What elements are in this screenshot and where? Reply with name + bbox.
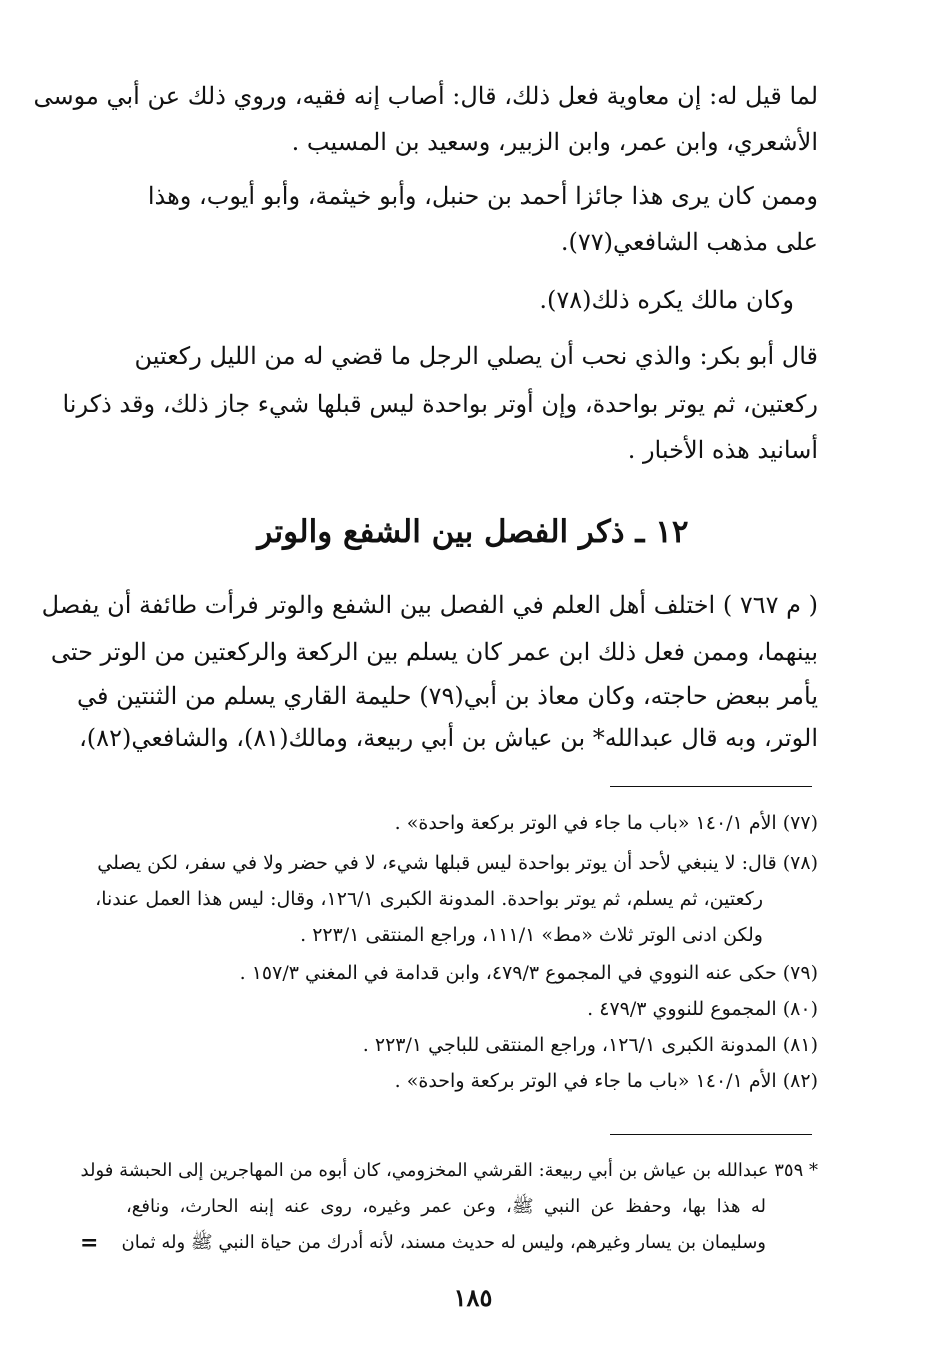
footnote-81: (٨١) المدونة الكبرى ١٢٦/١، وراجع المنتقى للباجي ٢٢٣/١ . — [362, 1034, 818, 1056]
paragraph-line: وكان مالك يكره ذلك(٧٨). — [539, 286, 794, 314]
footnote-78-line: (٧٨) قال: لا ينبغي لأحد أن يوتر بواحدة ليس قبلها شيء، لا في حضر ولا في سفر، لكن يصلي — [97, 852, 818, 874]
footnote-78-line: ولكن ادنى الوتر ثلاث «مط» ١١١/١، وراجع المنتقى ٢٢٣/١ . — [300, 924, 763, 946]
paragraph-line: قال أبو بكر: والذي نحب أن يصلي الرجل ما قضي له من الليل ركعتين — [134, 342, 818, 370]
paragraph-line: أسانيد هذه الأخبار . — [627, 436, 818, 464]
footnote-77: (٧٧) الأم ١٤٠/١ «باب ما جاء في الوتر بركعة واحدة» . — [394, 812, 818, 834]
footnote-78-line: ركعتين، ثم يسلم، ثم يوتر بواحدة. المدونة الكبرى ١٢٦/١، وقال: ليس هذا العمل عندنا، — [95, 888, 763, 910]
paragraph-line: ( م ٧٦٧ ) اختلف أهل العلم في الفصل بين الشفع والوتر فرأت طائفة أن يفصل — [41, 591, 818, 619]
paragraph-line: ركعتين، ثم يوتر بواحدة، وإن أوتر بواحدة ليس قبلها شيء جاز ذلك، وقد ذكرنا — [62, 390, 818, 418]
page-number: ١٨٥ — [453, 1283, 493, 1312]
paragraph-line: لما قيل له: إن معاوية فعل ذلك، قال: أصاب إنه فقيه، وروي ذلك عن أبي موسى — [33, 82, 818, 110]
paragraph-line: وممن كان يرى هذا جائزا أحمد بن حنبل، وأبو خيثمة، وأبو أيوب، وهذا — [147, 182, 818, 210]
continuation-mark: = — [80, 1230, 99, 1256]
biography-separator — [610, 1134, 812, 1135]
footnote-80: (٨٠) المجموع للنووي ٤٧٩/٣ . — [587, 998, 818, 1020]
paragraph-line: يأمر ببعض حاجته، وكان معاذ بن أبي(٧٩) حليمة القاري يسلم من الثنتين في — [77, 682, 818, 710]
footnote-separator — [610, 786, 812, 787]
paragraph-line: الأشعري، وابن عمر، وابن الزبير، وسعيد بن المسيب . — [291, 128, 818, 156]
biography-line: وسليمان بن يسار وغيرهم، وليس له حديث مسند، لأنه أدرك من حياة النبي ﷺ وله ثمان — [121, 1232, 766, 1253]
biography-line: له هذا بها، وحفظ عن النبي ﷺ، وعن عمر وغيره، روى عنه إبنه الحارث، ونافع، — [126, 1196, 766, 1217]
footnote-82: (٨٢) الأم ١٤٠/١ «باب ما جاء في الوتر بركعة واحدة» . — [394, 1070, 818, 1092]
section-heading: ١٢ ـ ذكر الفصل بين الشفع والوتر — [257, 514, 689, 550]
biography-line: * ٣٥٩ عبدالله بن عياش بن أبي ربيعة: القرشي المخزومي، كان أبوه من المهاجرين إلى الحبشة فولد — [80, 1160, 818, 1181]
paragraph-line: على مذهب الشافعي(٧٧). — [560, 228, 818, 256]
paragraph-line: بينهما، وممن فعل ذلك ابن عمر كان يسلم بين الركعة والركعتين من الوتر حتى — [50, 638, 818, 666]
footnote-79: (٧٩) حكى عنه النووي في المجموع ٤٧٩/٣، وابن قدامة في المغني ١٥٧/٣ . — [239, 962, 818, 984]
paragraph-line: الوتر، وبه قال عبدالله* بن عياش بن أبي ربيعة، ومالك(٨١)، والشافعي(٨٢)، — [79, 724, 818, 752]
